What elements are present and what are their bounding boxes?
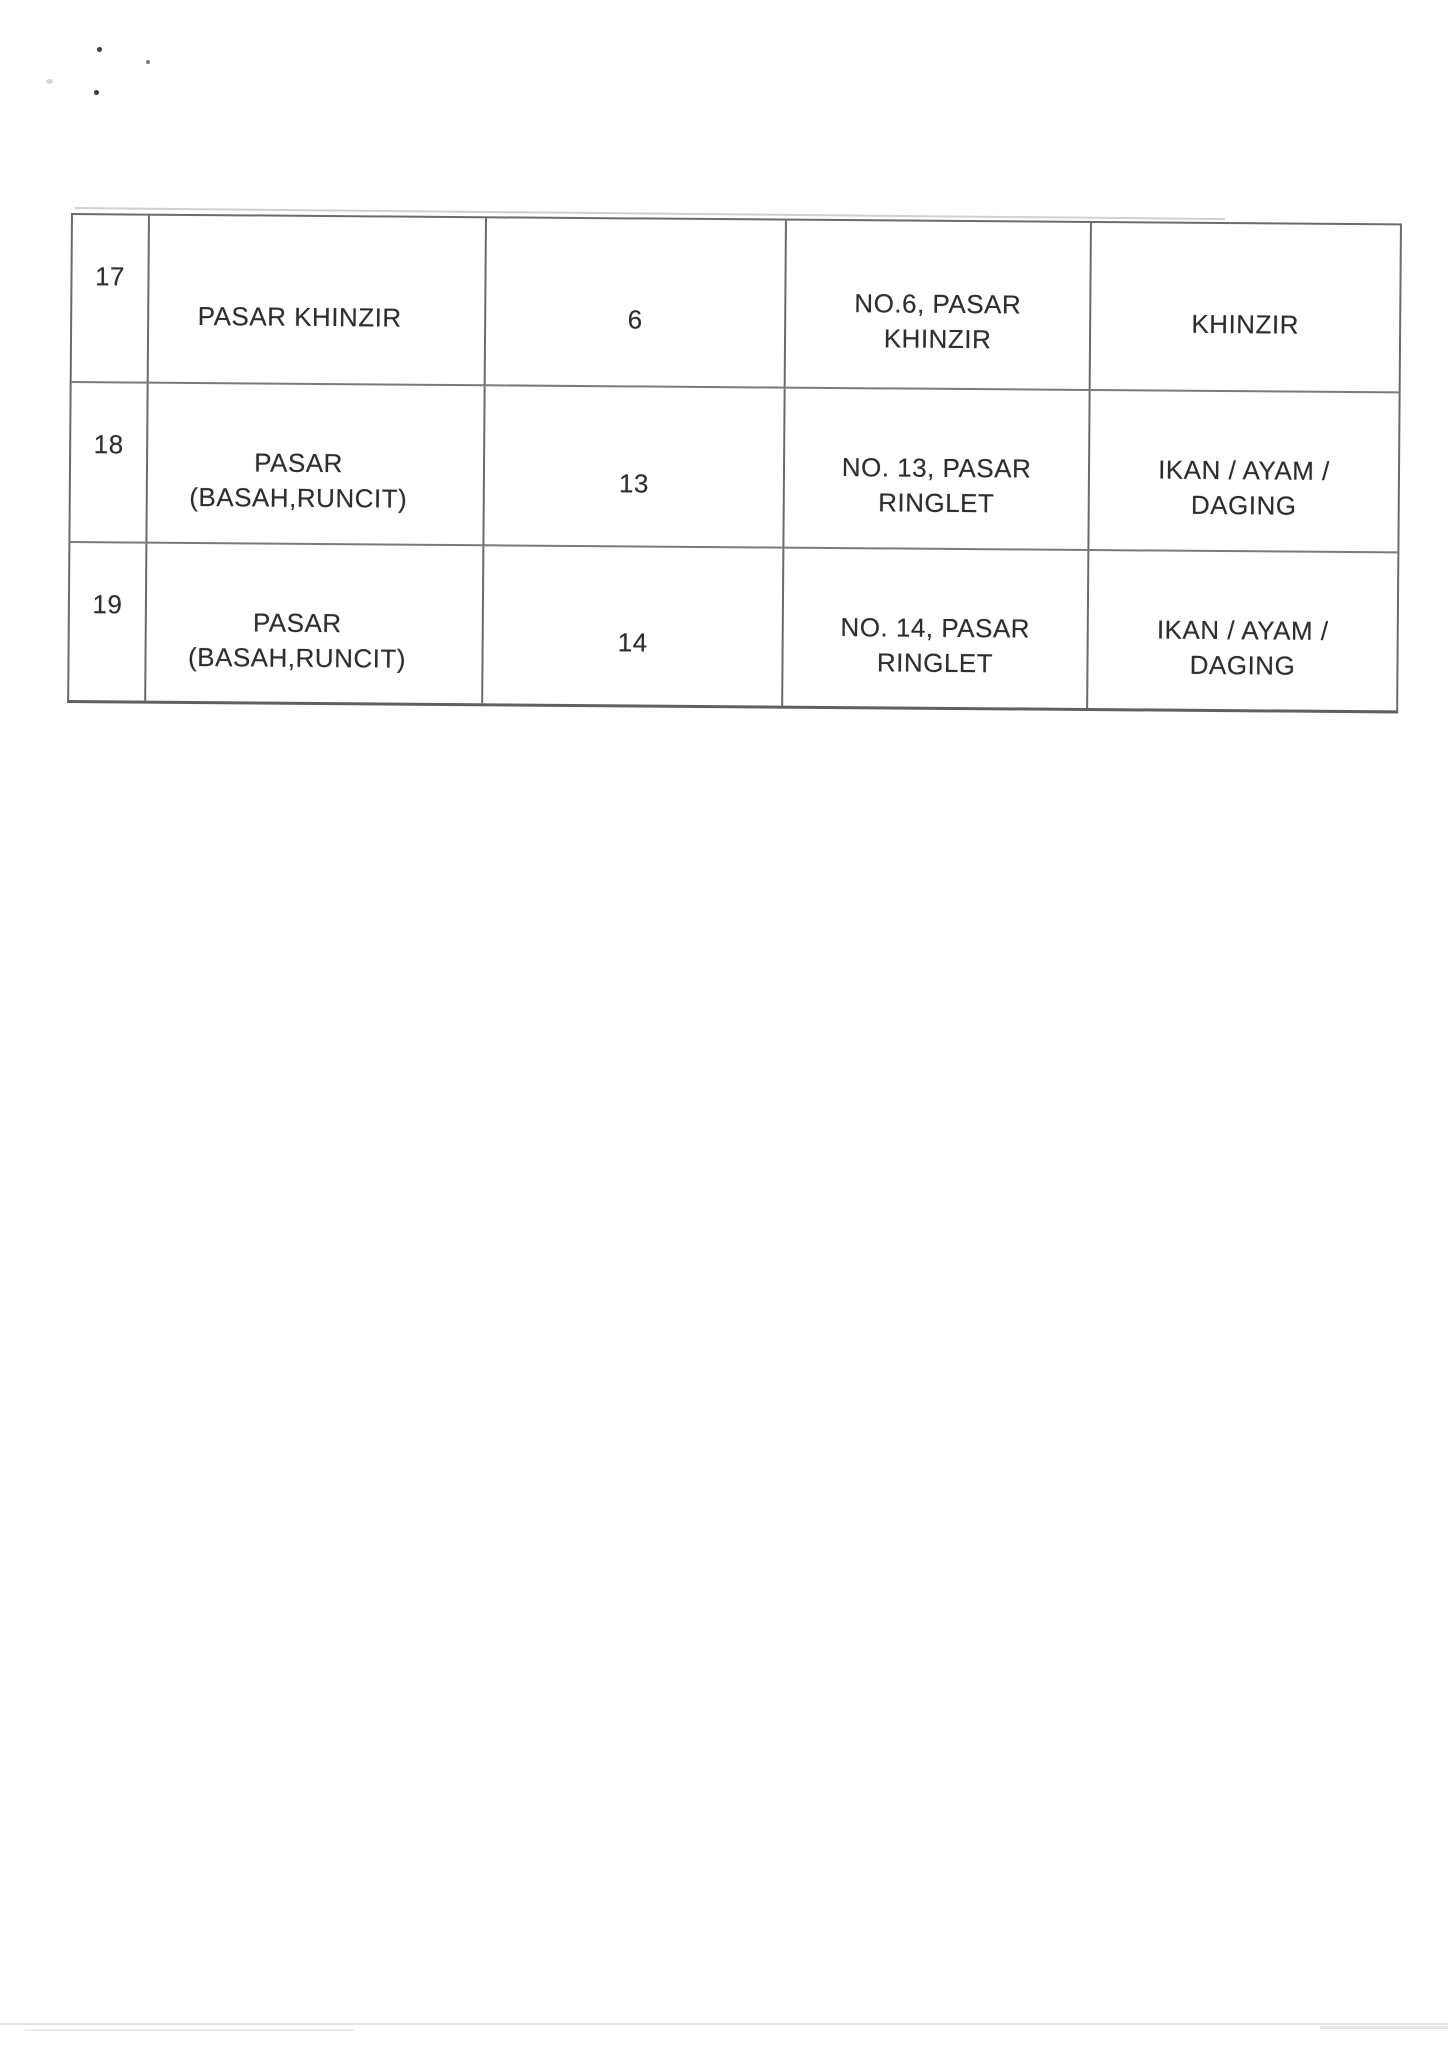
category-line: DAGING [1189,649,1296,681]
cell-lot-number [486,218,787,388]
cell-category [1088,551,1397,710]
cell-address [783,549,1089,708]
cell-market-name [149,216,487,387]
market-name-line: (BASAH,RUNCIT) [187,641,407,674]
category-line: IKAN / AYAM / [1156,614,1329,646]
address-line: KHINZIR [883,323,992,355]
scan-edge-smudge [1320,2026,1448,2029]
table-grid [67,213,1402,713]
market-stalls-table [67,213,1402,713]
address-line: NO. 14, PASAR [840,611,1031,644]
lot-number-text: 6 [627,303,643,334]
address-line: NO.6, PASAR [854,288,1022,320]
scan-speck [46,79,53,84]
scan-edge-line [0,2023,1448,2025]
scan-speck [146,60,150,64]
category-line: KHINZIR [1191,308,1300,340]
cell-row-number [72,215,150,384]
row-number-text: 19 [92,589,123,620]
row-number-text: 18 [93,429,124,460]
cell-category [1089,391,1398,553]
cell-address [784,389,1090,551]
address-line: RINGLET [876,646,994,678]
cell-market-name [147,384,485,547]
cell-market-name [146,544,484,704]
category-line: IKAN / AYAM / [1158,454,1330,486]
scan-speck [94,90,99,95]
row-number-text: 17 [94,261,126,292]
market-name-line: PASAR [254,447,344,479]
scan-edge-smudge [25,2029,355,2031]
market-name-line: (BASAH,RUNCIT) [189,481,408,514]
cell-row-number [69,543,147,701]
address-line: NO. 13, PASAR [841,452,1032,484]
lot-number-text: 13 [618,467,649,499]
cell-address [786,221,1092,391]
address-line: RINGLET [878,487,995,519]
cell-row-number [70,383,148,544]
cell-category [1091,223,1400,393]
category-line: DAGING [1190,489,1297,521]
lot-number-text: 14 [617,627,648,658]
market-name-line: PASAR [252,606,342,638]
cell-lot-number [484,386,785,548]
scan-speck [97,47,102,52]
market-name-line: PASAR KHINZIR [197,300,402,333]
cell-lot-number [483,546,784,705]
